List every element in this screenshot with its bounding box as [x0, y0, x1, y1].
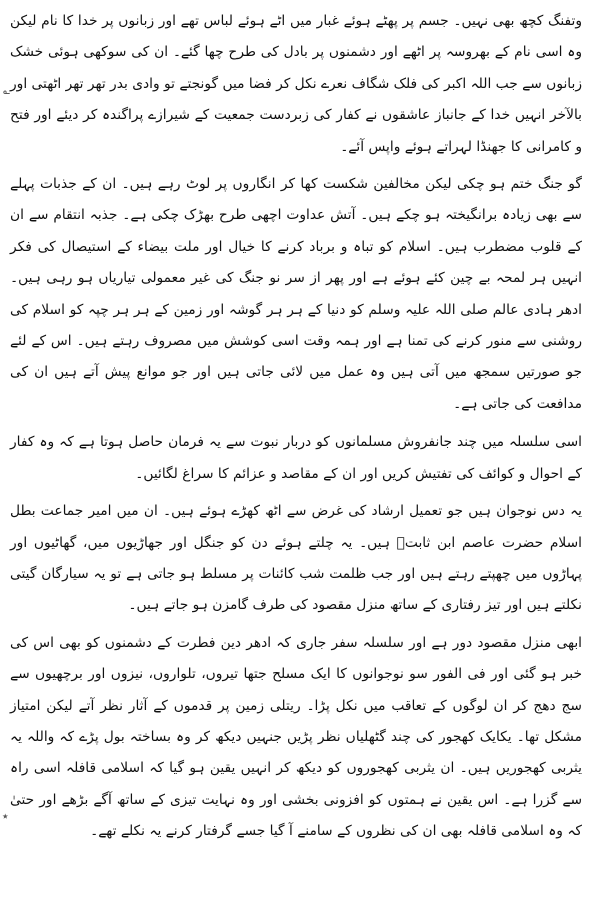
paragraph-scouting-order: اسی سلسلہ میں چند جانفروش مسلمانوں کو دربار نبوت سے یہ فرمان حاصل ہوتا ہے کہ وہ کفار کے احوال و کوائف کی تفتیش کریں اور ان کے مقاصد و عزائم کا سراغ لگائیں۔ — [10, 434, 582, 482]
margin-mark: ٭ — [2, 809, 9, 823]
paragraph-badr-victory: وتفنگ کچھ بھی نہیں۔ جسم پر پھٹے ہوئے غبار میں اٹے ہوئے لباس تھے اور زبانوں پر خدا کا نام لیکن وہ اسی نام کے بھروسہ پر اٹھے اور دشمنوں پر بادل کی طرح چھا گئے۔ ان کی سوکھی ہوئی خشک زبانوں سے جب اللہ اکبر کی فلک شگاف نعرے نکل کر فضا میں گونجتے تو وادی بدر تھر تھر اٹھتی اور بالآخر انہیں خدا کے جانباز عاشقوں نے کفار کی زبردست جمعیت کے شیرازے پراگندہ کر دیئے اور فتح و کامرانی کا جھنڈا لہراتے ہوئے واپس آئے۔ — [10, 13, 582, 155]
margin-mark: ؎ — [3, 83, 11, 97]
paragraph-ten-youths: یہ دس نوجوان ہیں جو تعمیل ارشاد کی غرض سے اٹھ کھڑے ہوئے ہیں۔ ان میں امیر جماعت بطل اسلام حضرت عاصم ابن ثابتؓ ہیں۔ یہ چلتے ہوئے دن کو جنگل اور جھاڑیوں میں، گھاٹیوں اور پہاڑوں میں چھپتے رہتے ہیں اور جب ظلمت شب کائنات پر مسلط ہو جاتی ہے تو یہ سیارگان گیتی نکلتے ہیں اور تیز رفتاری کے ساتھ منزل مقصود کی طرف گامزن ہو جاتے ہیں۔ — [10, 503, 582, 614]
paragraph-pursuit: ابھی منزل مقصود دور ہے اور سلسلہ سفر جاری کہ ادھر دین فطرت کے دشمنوں کو بھی اس کی خبر ہو گئی اور فی الفور سو نوجوانوں کا ایک مسلح جتھا تیروں، تلواروں، نیزوں اور برچھیوں سے سج دھج کر ان لوگوں کے تعاقب میں نکل پڑا۔ ریتلی زمین پر قدموں کے آثار نظر آتے لیکن امتیاز مشکل تھا۔ یکایک کھجور کی چند گٹھلیاں نظر پڑیں جنہیں دیکھ کر وہ بساختہ بول پڑے کہ واللہ یہ یثربی کھجوریں ہیں۔ ان یثربی کھجوروں کو دیکھ کر انہیں یقین ہو گیا کہ اسلامی قافلہ اسی راہ سے گزرا ہے۔ اس یقین نے ہمتوں کو افزونی بخشی اور وہ نہایت تیزی کے ساتھ آگے بڑھے اور حتیٰ کہ وہ اسلامی قافلہ بھی ان کی نظروں کے سامنے آ گیا جسے گرفتار کرنے یہ نکلے تھے۔ — [10, 634, 582, 840]
paragraph-enemy-preparations: گو جنگ ختم ہو چکی لیکن مخالفین شکست کھا کر انگاروں پر لوٹ رہے ہیں۔ ان کے جذبات پہلے سے بھی زیادہ برانگیختہ ہو چکے ہیں۔ آتش عداوت اچھی طرح بھڑک چکی ہے۔ جذبہ انتقام سے ان کے قلوب مضطرب ہیں۔ اسلام کو تباہ و برباد کرنے کا خیال اور ملت بیضاء کے استیصال کی فکر انہیں ہر لمحہ بے چین کئے ہوئے ہے اور پھر از سر نو جنگ کی غیر معمولی تیاریاں ہو رہی ہیں۔ ادھر ہادی عالم صلی اللہ علیہ وسلم کو دنیا کے ہر ہر گوشہ اور زمین کے ہر ہر چپہ کو اسلام کی روشنی سے منور کرنے کی تمنا ہے اور ہمہ وقت اسی کوشش میں مصروف رہتے ہیں۔ اس کے لئے جو صورتیں سمجھ میں آتی ہیں وہ عمل میں لائی جاتی ہیں اور جو موانع پیش آتے ہیں ان کی مدافعت کی جاتی ہے۔ — [10, 176, 582, 412]
